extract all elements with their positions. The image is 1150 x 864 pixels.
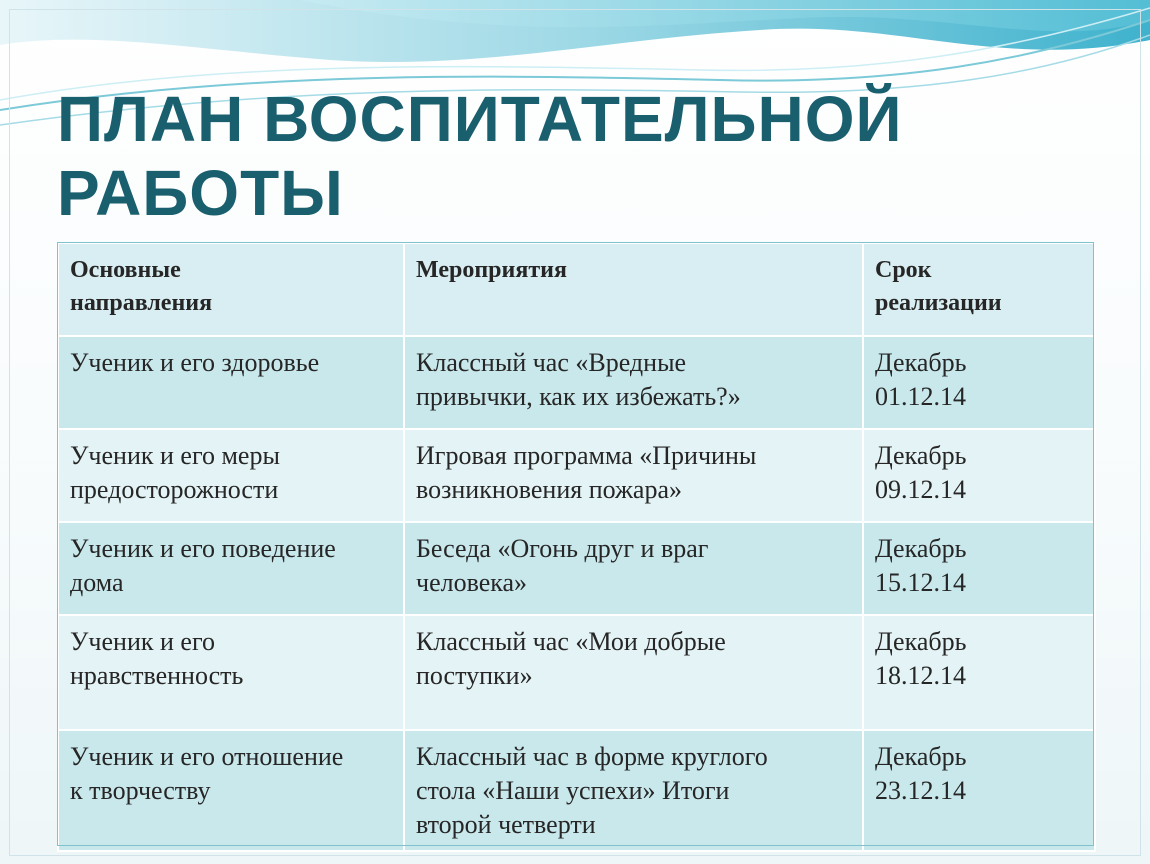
table-row: [58, 615, 1095, 730]
header-directions: [58, 243, 404, 336]
table-header-row: [58, 243, 1095, 336]
cell-deadline-text: Декабрь 23.12.14: [875, 742, 967, 805]
cell-direction-text: Ученик и его поведение дома: [70, 534, 336, 597]
header-deadline-label: Срок реализации: [875, 257, 1002, 316]
cell-direction: [58, 522, 404, 615]
cell-event-text: Классный час в форме круглого стола «Наши успехи» Итоги второй четверти: [416, 742, 768, 839]
table-row: [58, 522, 1095, 615]
cell-event-text: Классный час «Мои добрые поступки»: [416, 627, 726, 690]
cell-event-text: Классный час «Вредные привычки, как их избежать?»: [416, 348, 741, 411]
page-title: ПЛАН ВОСПИТАТЕЛЬНОЙ РАБОТЫ: [57, 83, 903, 229]
cell-event: [404, 730, 863, 851]
plan-table-container: [57, 242, 1096, 852]
cell-deadline: [863, 615, 1095, 730]
cell-direction: [58, 615, 404, 730]
cell-direction: [58, 730, 404, 851]
table-row: [58, 336, 1095, 429]
cell-event: [404, 615, 863, 730]
cell-deadline: [863, 522, 1095, 615]
cell-direction-text: Ученик и его здоровье: [70, 348, 320, 377]
cell-deadline-text: Декабрь 18.12.14: [875, 627, 967, 690]
table-row: [58, 429, 1095, 522]
cell-event: [404, 429, 863, 522]
cell-deadline: [863, 429, 1095, 522]
table-row: [58, 730, 1095, 851]
header-events: [404, 243, 863, 336]
cell-deadline: [863, 336, 1095, 429]
cell-event: [404, 336, 863, 429]
cell-direction: [58, 336, 404, 429]
header-directions-label: Основные направления: [70, 257, 213, 316]
plan-table: [57, 242, 1096, 852]
cell-event-text: Беседа «Огонь друг и враг человека»: [416, 534, 709, 597]
header-deadline: [863, 243, 1095, 336]
cell-direction-text: Ученик и его меры предосторожности: [70, 441, 280, 504]
cell-direction: [58, 429, 404, 522]
cell-direction-text: Ученик и его нравственность: [70, 627, 244, 690]
cell-deadline-text: Декабрь 15.12.14: [875, 534, 967, 597]
cell-deadline-text: Декабрь 09.12.14: [875, 441, 967, 504]
cell-event-text: Игровая программа «Причины возникновения пожара»: [416, 441, 757, 504]
cell-deadline: [863, 730, 1095, 851]
cell-event: [404, 522, 863, 615]
cell-deadline-text: Декабрь 01.12.14: [875, 348, 967, 411]
header-events-label: Мероприятия: [416, 257, 567, 283]
cell-direction-text: Ученик и его отношение к творчеству: [70, 742, 344, 805]
